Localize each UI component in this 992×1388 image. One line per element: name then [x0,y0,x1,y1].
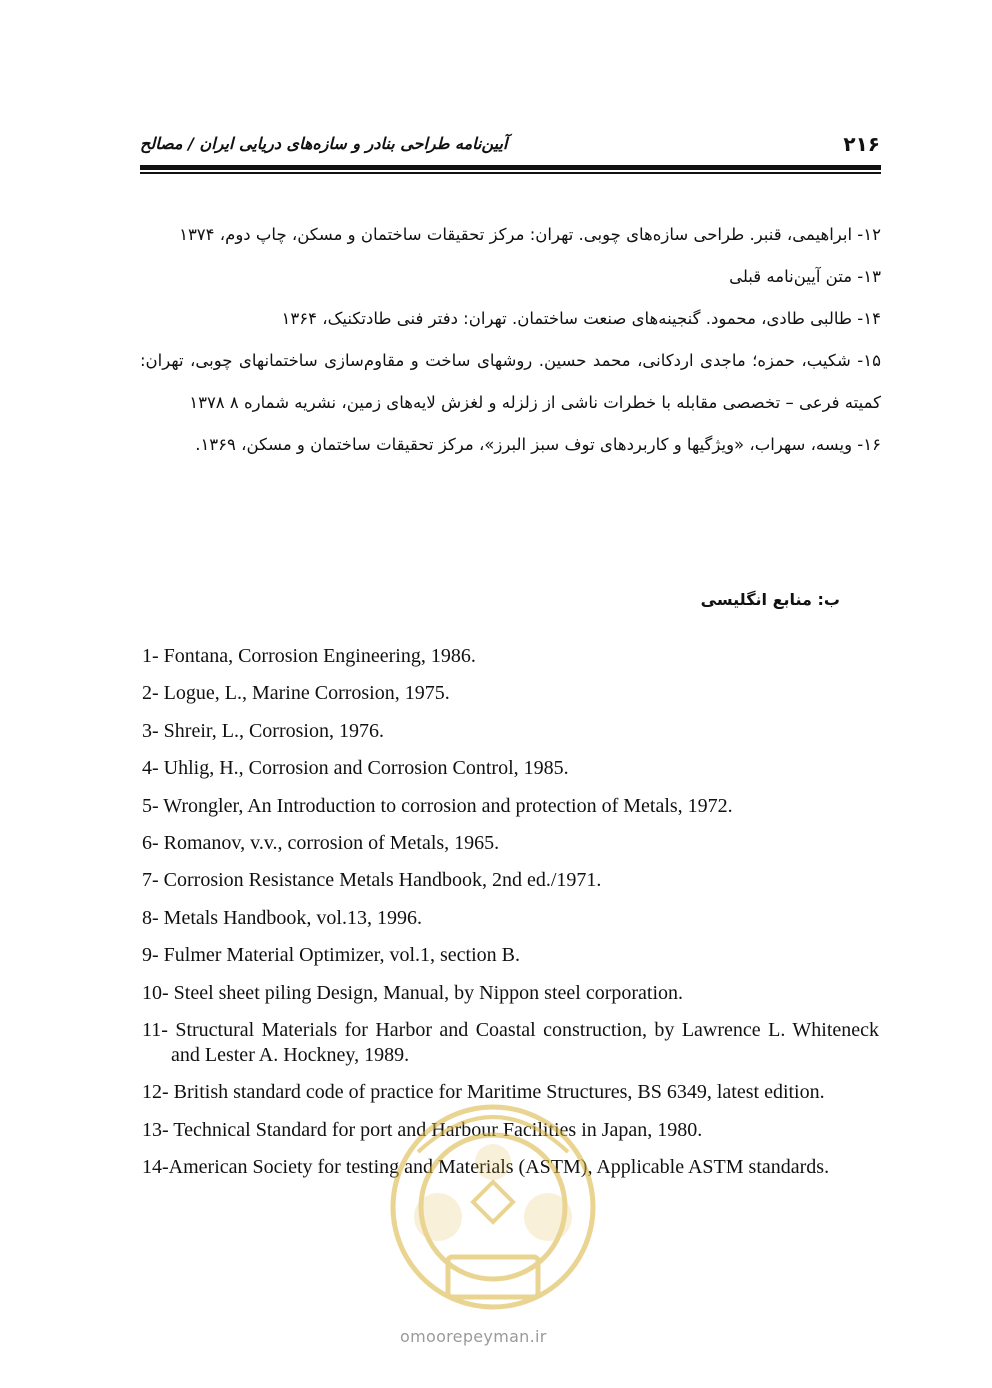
english-ref-9: 9- Fulmer Material Optimizer, vol.1, section B. [142,944,521,967]
header-rule-thin [140,172,881,174]
persian-ref-12: ۱۲- ابراهیمی، قنبر. طراحی سازه‌های چوبی. تهران: مرکز تحقیقات ساختمان و مسکن، چاپ دوم، ۱۳۷۴ [179,225,881,244]
english-ref-5: 5- Wrongler, An Introduction to corrosion and protection of Metals, 1972. [142,794,733,817]
english-ref-12: 12- British standard code of practice for Maritime Structures, BS 6349, latest edition. [142,1081,825,1104]
persian-references [140,214,881,466]
english-ref-6: 6- Romanov, v.v., corrosion of Metals, 1965. [142,831,500,854]
english-ref-14: 14-American Society for testing and Materials (ASTM), Applicable ASTM standards. [142,1156,830,1179]
persian-ref-16: ۱۶- ویسه، سهراب، «ویژگیها و کاربردهای توف سبز البرز»، مرکز تحقیقات ساختمان و مسکن، ۱۳۶۹. [195,435,881,454]
english-ref-7: 7- Corrosion Resistance Metals Handbook, 2nd ed./1971. [142,869,602,892]
persian-ref-15: ۱۵- شکیب، حمزه؛ ماجدی اردکانی، محمد حسین. روشهای ساخت و مقاوم‌سازی ساختمانهای چوبی، تهران: کمیته فرعی – تخصصی مقابله با خطرات ناشی از زلزله و لغزش لایه‌های زمین، نشریه شماره ۸ ۱۳۷۸ [140,351,881,412]
english-ref-1: 1- Fontana, Corrosion Engineering, 1986. [142,645,476,667]
english-references-heading: ب: منابع انگلیسی [700,590,840,609]
english-ref-3: 3- Shreir, L., Corrosion, 1976. [142,719,384,742]
persian-ref-13: ۱۳- متن آیین‌نامه قبلی [729,267,881,286]
running-title: آیین‌نامه طراحی بنادر و سازه‌های دریایی ایران / مصالح [140,134,508,153]
english-ref-10: 10- Steel sheet piling Design, Manual, by Nippon steel corporation. [142,981,684,1004]
header-rule-thick [140,165,881,170]
english-ref-8: 8- Metals Handbook, vol.13, 1996. [142,906,422,929]
english-ref-4: 4- Uhlig, H., Corrosion and Corrosion Control, 1985. [142,757,569,780]
english-references [142,644,879,1192]
persian-ref-14: ۱۴- طالبی طادی، محمود. گنجینه‌های صنعت ساختمان. تهران: دفتر فنی طادتکنیک، ۱۳۶۴ [281,309,881,328]
page-header [140,128,880,158]
english-ref-13: 13- Technical Standard for port and Harbour Facilities in Japan, 1980. [142,1118,703,1141]
english-ref-2: 2- Logue, L., Marine Corrosion, 1975. [142,682,450,705]
page-number: ۲۱۶ [843,132,880,156]
watermark-site: omoorepeyman.ir [400,1327,547,1346]
english-ref-11: 11- Structural Materials for Harbor and Coastal construction, by Lawrence L. Whiteneck and Lester A. Hockney, 1989. [142,1018,879,1066]
